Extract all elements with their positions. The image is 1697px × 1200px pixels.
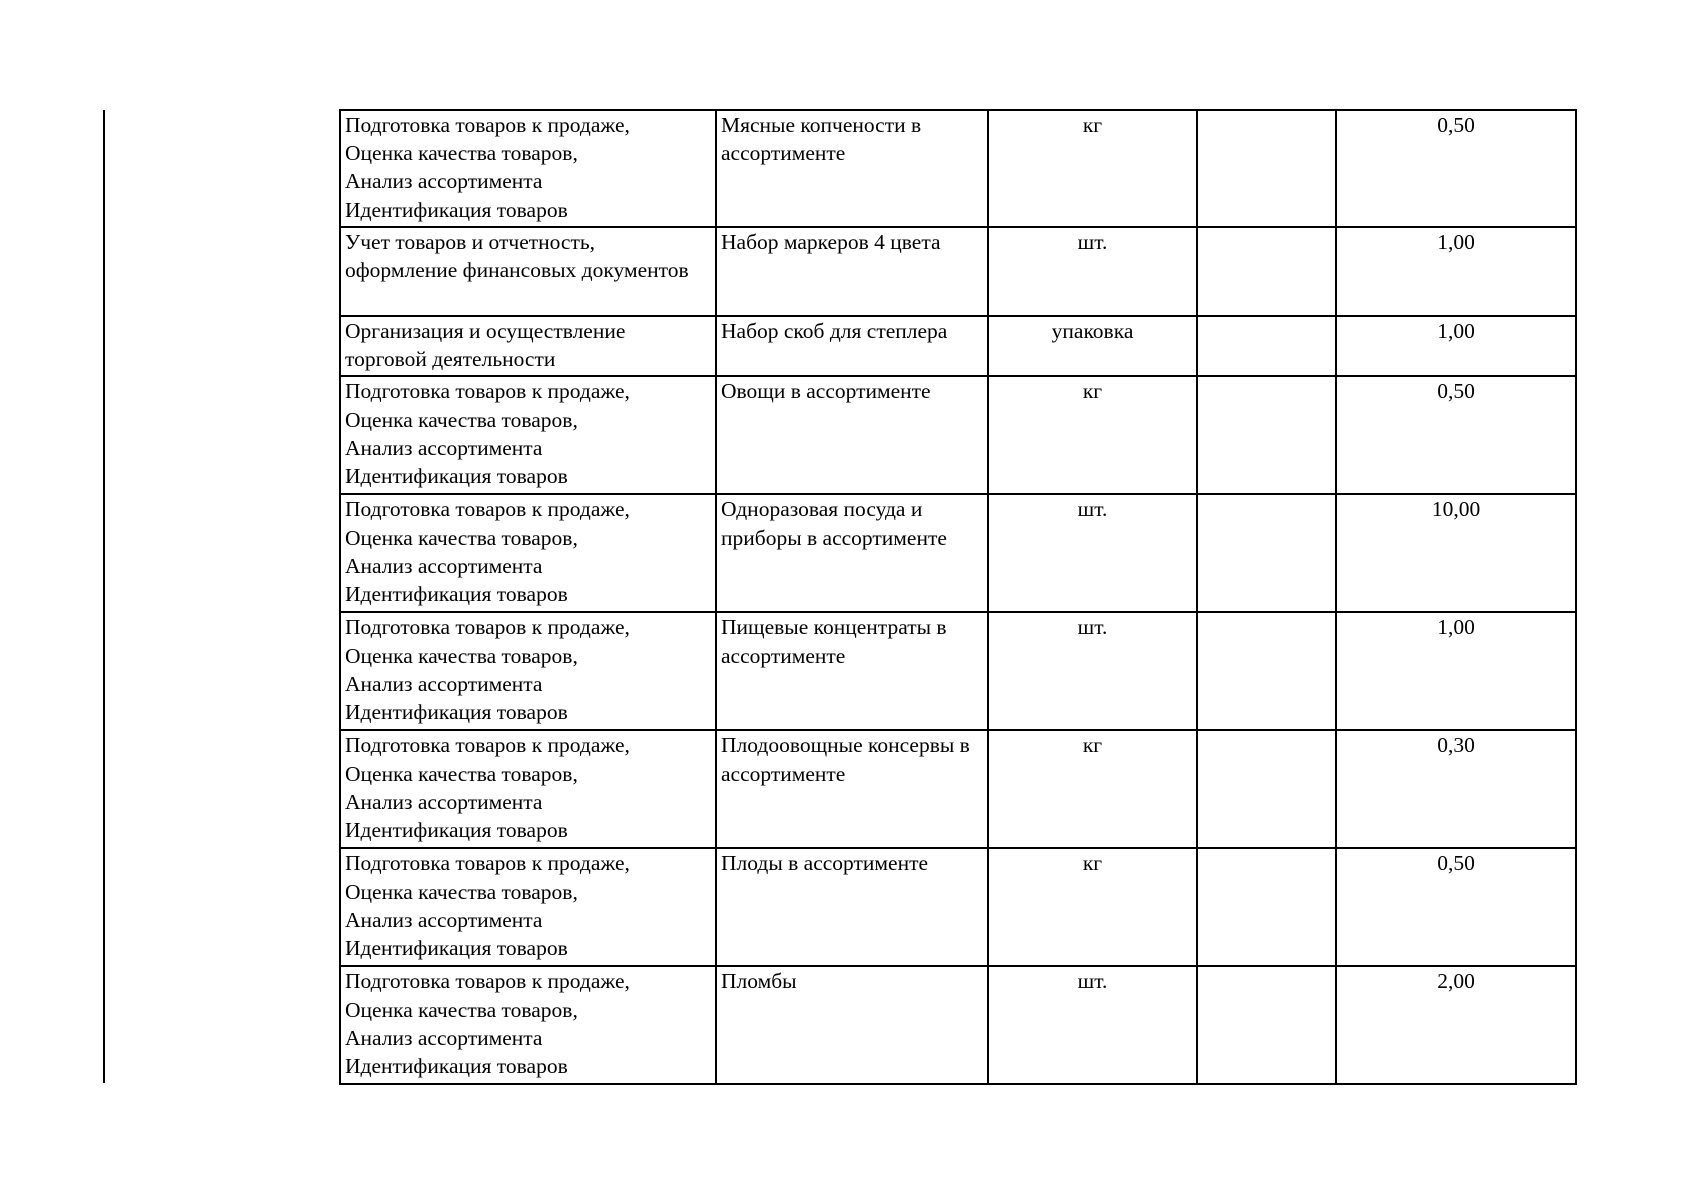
activity-cell: Подготовка товаров к продаже, Оценка качества товаров, Анализ ассортимента Идентификация товаров — [340, 494, 716, 612]
table-row — [340, 848, 1576, 966]
empty-cell — [1197, 612, 1336, 730]
item-cell: Плодоовощные консервы в ассортименте — [716, 730, 988, 848]
unit-cell: кг — [988, 376, 1197, 494]
table-row — [340, 316, 1576, 376]
table-row — [340, 227, 1576, 316]
item-cell: Набор маркеров 4 цвета — [716, 227, 988, 316]
item-cell: Овощи в ассортименте — [716, 376, 988, 494]
table-row — [340, 494, 1576, 612]
table-row — [340, 730, 1576, 848]
item-cell: Пищевые концентраты в ассортименте — [716, 612, 988, 730]
quantity-cell: 0,50 — [1336, 376, 1576, 494]
activity-cell: Подготовка товаров к продаже, Оценка качества товаров, Анализ ассортимента Идентификация товаров — [340, 966, 716, 1084]
empty-cell — [1197, 110, 1336, 227]
table-row — [340, 110, 1576, 227]
activity-cell: Подготовка товаров к продаже, Оценка качества товаров, Анализ ассортимента Идентификация товаров — [340, 848, 716, 966]
item-cell: Плоды в ассортименте — [716, 848, 988, 966]
unit-cell: шт. — [988, 227, 1197, 316]
activity-cell: Подготовка товаров к продаже, Оценка качества товаров, Анализ ассортимента Идентификация товаров — [340, 612, 716, 730]
empty-cell — [1197, 227, 1336, 316]
empty-cell — [1197, 376, 1336, 494]
quantity-cell: 1,00 — [1336, 316, 1576, 376]
empty-cell — [1197, 848, 1336, 966]
empty-cell — [1197, 966, 1336, 1084]
unit-cell: шт. — [988, 494, 1197, 612]
activity-cell: Подготовка товаров к продаже, Оценка качества товаров, Анализ ассортимента Идентификация товаров — [340, 110, 716, 227]
activity-cell: Подготовка товаров к продаже, Оценка качества товаров, Анализ ассортимента Идентификация товаров — [340, 376, 716, 494]
quantity-cell: 0,50 — [1336, 848, 1576, 966]
materials-table — [339, 109, 1577, 1085]
item-cell: Одноразовая посуда и приборы в ассортименте — [716, 494, 988, 612]
left-margin-rule — [103, 110, 105, 1083]
activity-cell: Подготовка товаров к продаже, Оценка качества товаров, Анализ ассортимента Идентификация товаров — [340, 730, 716, 848]
table-row — [340, 376, 1576, 494]
item-cell: Набор скоб для степлера — [716, 316, 988, 376]
table-row — [340, 966, 1576, 1084]
unit-cell: упаковка — [988, 316, 1197, 376]
quantity-cell: 0,50 — [1336, 110, 1576, 227]
quantity-cell: 0,30 — [1336, 730, 1576, 848]
quantity-cell: 1,00 — [1336, 612, 1576, 730]
unit-cell: кг — [988, 110, 1197, 227]
unit-cell: шт. — [988, 612, 1197, 730]
unit-cell: кг — [988, 730, 1197, 848]
item-cell: Мясные копчености в ассортименте — [716, 110, 988, 227]
activity-cell: Учет товаров и отчетность, оформление финансовых документов — [340, 227, 716, 316]
empty-cell — [1197, 730, 1336, 848]
item-cell: Пломбы — [716, 966, 988, 1084]
unit-cell: шт. — [988, 966, 1197, 1084]
quantity-cell: 1,00 — [1336, 227, 1576, 316]
unit-cell: кг — [988, 848, 1197, 966]
table-row — [340, 612, 1576, 730]
empty-cell — [1197, 316, 1336, 376]
quantity-cell: 10,00 — [1336, 494, 1576, 612]
activity-cell: Организация и осуществление торговой деятельности — [340, 316, 716, 376]
quantity-cell: 2,00 — [1336, 966, 1576, 1084]
empty-cell — [1197, 494, 1336, 612]
